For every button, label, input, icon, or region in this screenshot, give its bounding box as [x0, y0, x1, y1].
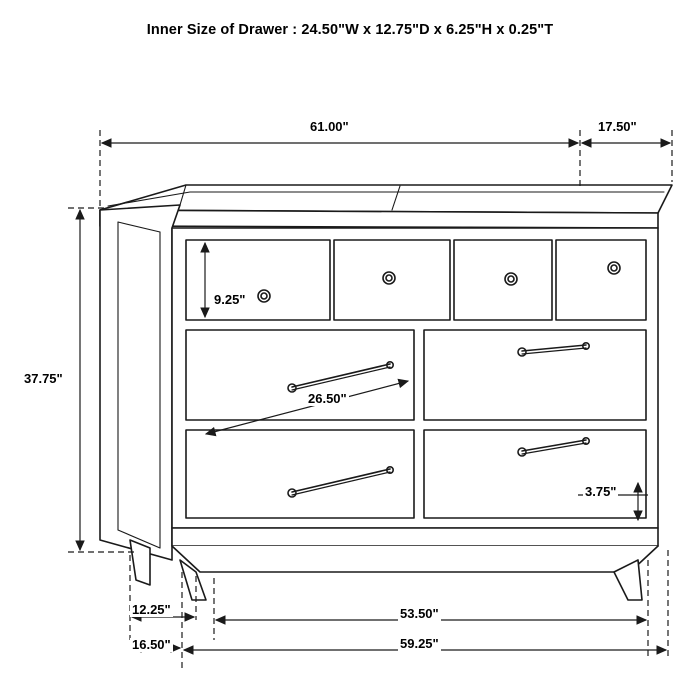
dim-label-leg-height: 3.75" [585, 484, 617, 499]
dim-label-overall-bottom-width: 59.25" [400, 636, 439, 651]
dim-label-base-front-width: 53.50" [400, 606, 439, 621]
dim-label-side-base-depth: 16.50" [132, 637, 171, 652]
dresser-body [100, 185, 672, 600]
dim-label-overall-height: 37.75" [24, 371, 63, 386]
dim-label-large-drawer-width: 26.50" [308, 391, 347, 406]
dim-label-overall-width-top: 61.00" [310, 119, 349, 134]
dim-label-depth-top-right: 17.50" [598, 119, 637, 134]
dim-label-foot-offset: 12.25" [132, 602, 171, 617]
page-title: Inner Size of Drawer : 24.50"W x 12.75"D x 6.25"H x 0.25"T [146, 22, 554, 38]
dim-label-small-drawer-height: 9.25" [214, 292, 246, 307]
